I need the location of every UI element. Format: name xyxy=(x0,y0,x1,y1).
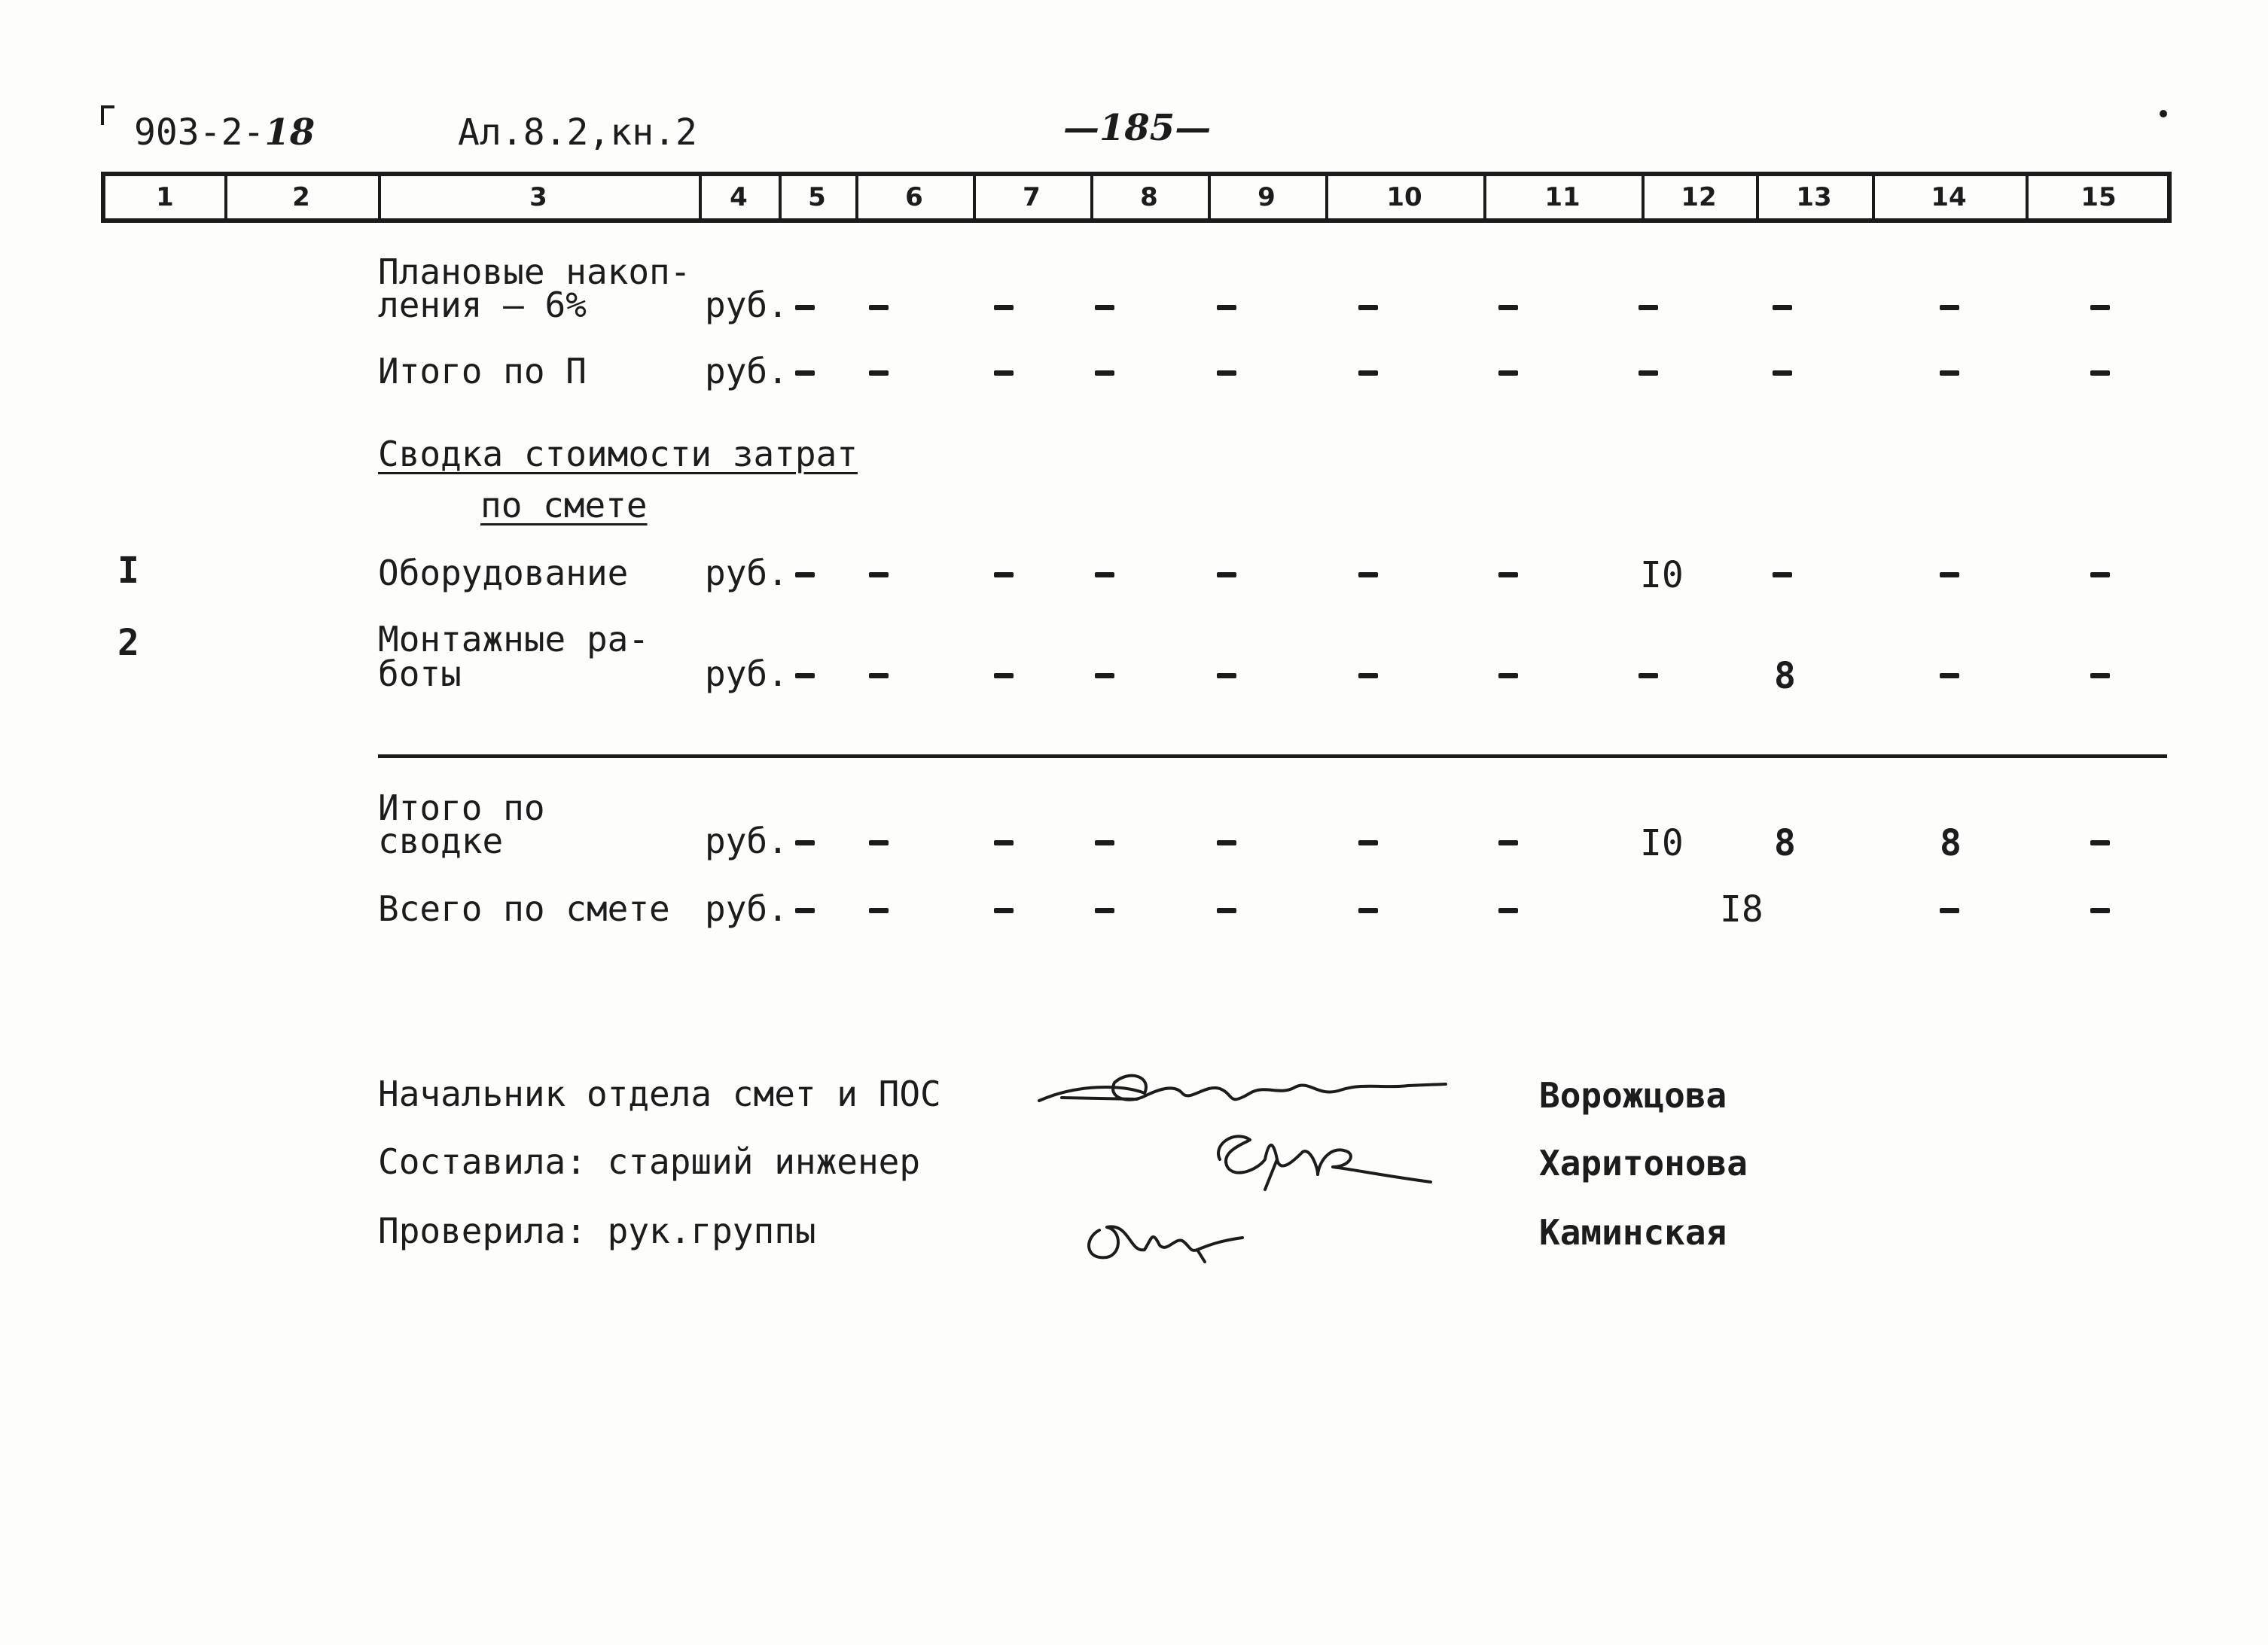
equipment-label: Оборудование xyxy=(378,553,629,593)
equipment-col12-value: I0 xyxy=(1640,554,1684,596)
handwritten-signature-2 xyxy=(1205,1114,1446,1197)
empty-value-dash xyxy=(1095,370,1114,376)
empty-value-dash xyxy=(869,572,889,577)
column-number-14: 14 xyxy=(1931,182,1967,212)
signature-name-1: Ворожцова xyxy=(1539,1075,1727,1116)
empty-value-dash xyxy=(1095,572,1114,577)
empty-value-dash xyxy=(869,673,889,678)
equipment-unit: руб. xyxy=(705,553,788,593)
corner-mark-right xyxy=(2160,110,2167,117)
total-summary-label-line1: Итого по xyxy=(378,787,545,828)
empty-value-dash xyxy=(869,305,889,310)
empty-value-dash xyxy=(1498,840,1518,845)
empty-value-dash xyxy=(2090,572,2110,577)
column-number-13: 13 xyxy=(1796,182,1832,212)
page-number-value: 185 xyxy=(1099,107,1175,149)
empty-value-dash xyxy=(2090,840,2110,845)
empty-value-dash xyxy=(1498,305,1518,310)
grand-total-label: Всего по смете xyxy=(378,888,670,929)
total-summary-unit: руб. xyxy=(705,821,788,861)
empty-value-dash xyxy=(1095,840,1114,845)
empty-value-dash xyxy=(1217,840,1236,845)
empty-value-dash xyxy=(1498,572,1518,577)
empty-value-dash xyxy=(1498,673,1518,678)
installation-unit: руб. xyxy=(705,653,788,694)
signature-role-1: Начальник отдела смет и ПОС xyxy=(378,1074,941,1114)
column-number-3: 3 xyxy=(529,182,547,212)
page-dash-right: — xyxy=(1175,107,1212,149)
column-header-table xyxy=(101,172,2172,223)
document-code-handwritten: 18 xyxy=(264,111,316,154)
empty-value-dash xyxy=(1217,370,1236,376)
empty-value-dash xyxy=(1358,572,1378,577)
empty-value-dash xyxy=(2090,673,2110,678)
column-number-15: 15 xyxy=(2081,182,2117,212)
column-number-9: 9 xyxy=(1257,182,1276,212)
handwritten-signature-3 xyxy=(1077,1208,1273,1268)
page-dash-left: — xyxy=(1063,107,1099,149)
summary-title-line2: по смете xyxy=(480,485,648,525)
empty-value-dash xyxy=(1358,305,1378,310)
total-summary-col12-value: I0 xyxy=(1640,822,1684,864)
equipment-index: I xyxy=(117,550,139,592)
empty-value-dash xyxy=(994,572,1014,577)
empty-value-dash xyxy=(1639,673,1658,678)
empty-value-dash xyxy=(1217,305,1236,310)
empty-value-dash xyxy=(1773,305,1792,310)
grand-total-unit: руб. xyxy=(705,888,788,929)
empty-value-dash xyxy=(2090,908,2110,913)
column-number-6: 6 xyxy=(905,182,923,212)
empty-value-dash xyxy=(2090,305,2110,310)
planned-savings-unit: руб. xyxy=(705,285,788,325)
empty-value-dash xyxy=(1940,908,1959,913)
total-section2-unit: руб. xyxy=(705,351,788,391)
total-summary-col14-value: 8 xyxy=(1940,822,1962,864)
empty-value-dash xyxy=(994,840,1014,845)
column-number-5: 5 xyxy=(808,182,826,212)
empty-value-dash xyxy=(1217,572,1236,577)
empty-value-dash xyxy=(1498,370,1518,376)
empty-value-dash xyxy=(1773,572,1792,577)
empty-value-dash xyxy=(1773,370,1792,376)
empty-value-dash xyxy=(1940,370,1959,376)
empty-value-dash xyxy=(795,305,815,310)
grand-total-value: I8 xyxy=(1720,888,1763,931)
empty-value-dash xyxy=(869,840,889,845)
document-code xyxy=(134,111,316,154)
installation-label-line1: Монтажные ра- xyxy=(378,619,650,660)
installation-index: 2 xyxy=(117,622,139,664)
signature-role-2: Составила: старший инженер xyxy=(378,1141,921,1182)
empty-value-dash xyxy=(1358,370,1378,376)
empty-value-dash xyxy=(1940,305,1959,310)
column-number-8: 8 xyxy=(1140,182,1158,212)
signature-name-2: Харитонова xyxy=(1539,1143,1748,1183)
empty-value-dash xyxy=(1358,840,1378,845)
corner-mark xyxy=(101,105,114,125)
empty-value-dash xyxy=(994,673,1014,678)
empty-value-dash xyxy=(795,673,815,678)
total-summary-label-line2: сводке xyxy=(378,821,504,861)
empty-value-dash xyxy=(994,370,1014,376)
column-number-7: 7 xyxy=(1023,182,1041,212)
empty-value-dash xyxy=(869,370,889,376)
total-summary-col13-value: 8 xyxy=(1774,822,1796,864)
empty-value-dash xyxy=(1940,572,1959,577)
column-number-10: 10 xyxy=(1386,182,1422,212)
empty-value-dash xyxy=(994,908,1014,913)
planned-savings-label-line2: ления – 6% xyxy=(378,285,587,325)
empty-value-dash xyxy=(795,840,815,845)
signature-role-3: Проверила: рук.группы xyxy=(378,1211,816,1251)
column-number-1: 1 xyxy=(156,182,174,212)
summary-title-line1: Сводка стоимости затрат xyxy=(378,434,858,474)
page-number xyxy=(1063,107,1212,149)
empty-value-dash xyxy=(1358,908,1378,913)
empty-value-dash xyxy=(1940,673,1959,678)
empty-value-dash xyxy=(795,370,815,376)
empty-value-dash xyxy=(795,572,815,577)
empty-value-dash xyxy=(1358,673,1378,678)
column-number-4: 4 xyxy=(730,182,748,212)
empty-value-dash xyxy=(2090,370,2110,376)
empty-value-dash xyxy=(1639,305,1658,310)
handwritten-signature-1 xyxy=(1032,1054,1453,1122)
column-number-11: 11 xyxy=(1544,182,1581,212)
planned-savings-label-line1: Плановые накоп- xyxy=(378,251,691,292)
empty-value-dash xyxy=(1217,673,1236,678)
column-number-2: 2 xyxy=(292,182,310,212)
column-number-12: 12 xyxy=(1681,182,1717,212)
summary-divider-line xyxy=(378,754,2167,758)
empty-value-dash xyxy=(1095,305,1114,310)
empty-value-dash xyxy=(869,908,889,913)
album-reference: Ал.8.2,кн.2 xyxy=(458,111,697,154)
installation-label-line2: боты xyxy=(378,653,462,694)
document-code-text: 903-2- xyxy=(134,111,265,154)
empty-value-dash xyxy=(795,908,815,913)
empty-value-dash xyxy=(1217,908,1236,913)
empty-value-dash xyxy=(994,305,1014,310)
empty-value-dash xyxy=(1498,908,1518,913)
signature-name-3: Каминская xyxy=(1539,1212,1727,1253)
empty-value-dash xyxy=(1095,673,1114,678)
total-section2-label: Итого по П xyxy=(378,351,587,391)
empty-value-dash xyxy=(1095,908,1114,913)
empty-value-dash xyxy=(1639,370,1658,376)
installation-col13-value: 8 xyxy=(1774,655,1796,697)
